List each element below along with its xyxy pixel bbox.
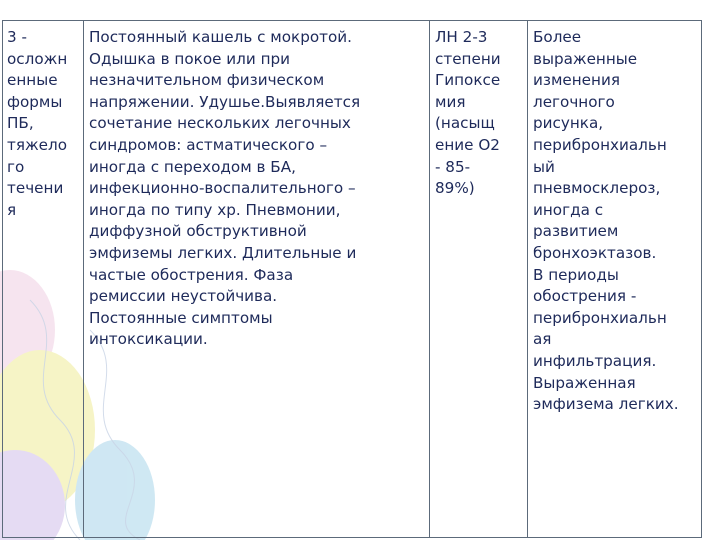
clinical-picture-cell: Постоянный кашель с мокротой. Одышка в покое или при незначительном физическом напряжении. Удушье.Выявляется сочетание нескольких легочных синдромов: астматического – иногда с переходом в БА, инфекционно-воспалительного – иногда по типу хр. Пневмонии, диффузной обструктивной эмфиземы легких. Длительные и частые обострения. Фаза ремиссии неустойчива. Постоянные симптомы интоксикации. xyxy=(89,28,361,349)
stage-cell: 3 - осложн енные формы ПБ, тяжело го течени я xyxy=(7,28,68,219)
respiratory-failure-cell: ЛН 2-3 степени Гипоксе мия (насыщ ение О2 - 85- 89%) xyxy=(435,28,501,198)
column-divider xyxy=(429,21,430,537)
copd-stage-table xyxy=(2,20,702,538)
column-divider xyxy=(527,21,528,537)
xray-findings-cell: Более выраженные изменения легочного рисунка, перибронхиальн ый пневмосклероз, иногда с развитием бронхоэктазов. В периоды обострения - перибронхиальн ая инфильтрация. Выраженная эмфизема легких. xyxy=(533,28,679,414)
